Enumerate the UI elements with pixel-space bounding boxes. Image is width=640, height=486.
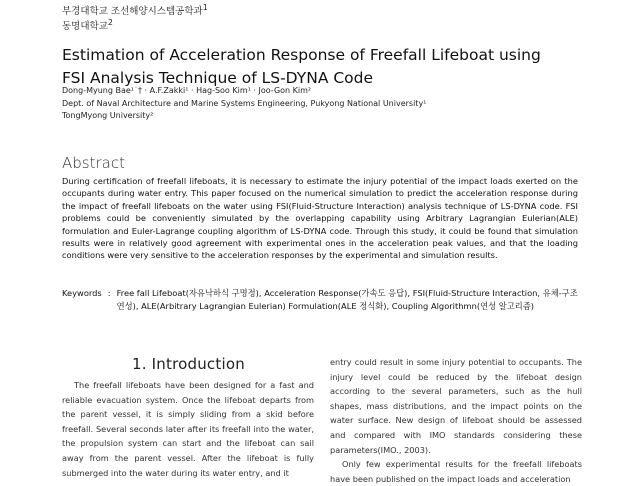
title-line-1: Estimation of Acceleration Response of Freefall Lifeboat using (62, 46, 541, 64)
keywords-block (62, 287, 578, 313)
introduction-heading: 1. Introduction (132, 355, 245, 373)
korean-affiliation-2: 동명대학교$^2$ (62, 18, 113, 33)
author-affiliation-1: Dept. of Naval Architecture and Marine Systems Engineering, Pukyong National University¹ (62, 98, 427, 108)
author-names: Dong-Myung Bae¹˙† · A.F.Zakki¹ · Hag-Soo Kim¹ · Joo-Gon Kim² (62, 86, 312, 95)
keywords-text: Free fall Lifeboat(자유낙하식 구명정), Acceleration Response(가속도 응답), FSI(Fluid-Structure Interaction, 유체-구조 연성), ALE(Arbitrary Lagrangian Eulerian) Formulation(ALE 정식화), Coupling Algorithmn(연성 알고리즘) (116, 288, 578, 311)
intro-paragraph-2: Only few experimental results for the freefall lifeboats have been published on the impact loads and acceleration (330, 459, 582, 484)
korean-affiliation-1: 부경대학교 조선해양시스템공학과$^1$ (62, 3, 208, 18)
introduction-left-column: The freefall lifeboats have been designed for a fast and reliable evacuation system. Once the lifeboat departs from the parent vessel, it is simply sliding from a skid before freefall. Several seconds later after its freefall into the water, the propulsion system can start and the lifeboat can sail away from the parent vessel. After the lifeboat is fully submerged into the water during its water entry, and it (62, 380, 314, 478)
title-line-2: FSI Analysis Technique of LS-DYNA Code (62, 69, 374, 87)
introduction-right-column (330, 355, 582, 486)
abstract-heading: Abstract (62, 154, 125, 172)
keywords-label: Keywords (62, 288, 102, 298)
abstract-body: During certification of freefall lifeboats, it is necessary to estimate the injury potential of the impact loads exerted on the occupants during water entry. This paper focused on the numerical simulation to predict the acceleration response during the impact of freefall lifeboats on the water using FSI(Fluid-Structure Interaction) analysis technique of LS-DYNA code. FSI problems could be conveniently simulated by the overlapping capability using Arbitrary Lagrangian Eulerian(ALE) formulation and Euler-Lagrange coupling algorithm of LS-DYNA code. Through this study, it could be found that simulation results were in relatively good agreement with experimental ones in the acceleration peak values, and that the loading conditions were very sensitive to the acceleration responses by the experimental and simulation results. (62, 176, 578, 261)
author-affiliation-2: TongMyong University² (62, 111, 154, 120)
author-block (62, 85, 582, 123)
paper-title (62, 44, 582, 90)
intro-paragraph-1: entry could result in some injury potential to occupants. The injury level could be reduced by the lifeboat design according to the several parameters, such as the hull shapes, mass distributions, and the impact points on the water surface. New design of lifeboat should be assessed and compared with IMO standards considering these parameters(IMO., 2003). (330, 357, 582, 455)
keywords-separator: : (107, 288, 111, 298)
